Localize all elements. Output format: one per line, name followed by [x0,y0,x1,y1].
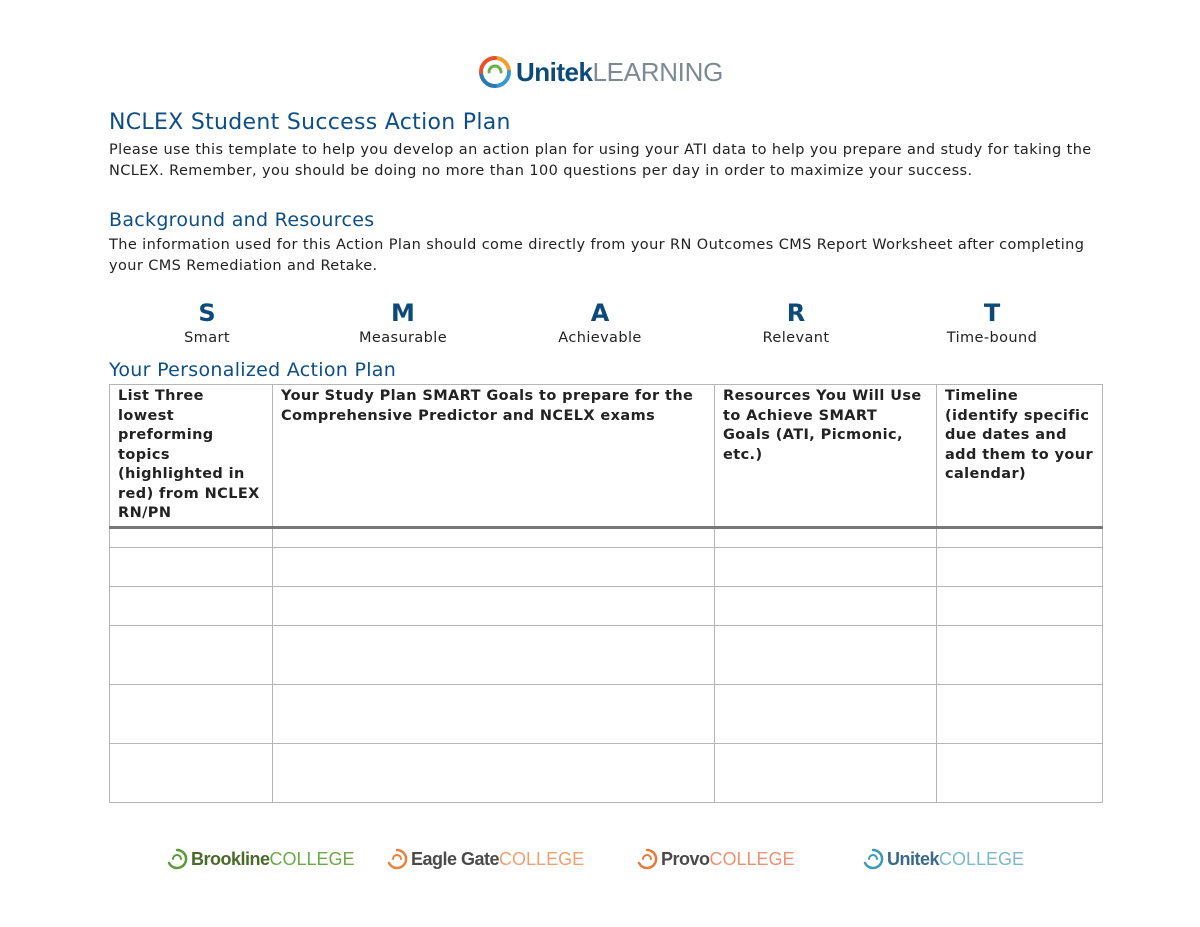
page-title: NCLEX Student Success Action Plan [109,110,511,135]
eagle-gate-college-logo [386,846,584,872]
table-cell[interactable] [715,625,937,684]
table-row [110,547,1103,586]
table-cell[interactable] [273,625,715,684]
footer-logo-name: Brookline [191,848,270,869]
table-cell[interactable] [110,586,273,625]
table-cell[interactable] [715,527,937,547]
logo-suffix: LEARNING [592,56,723,87]
table-cell[interactable] [110,625,273,684]
table-cell[interactable] [937,625,1103,684]
background-heading: Background and Resources [109,209,375,231]
table-row [110,527,1103,547]
footer-logo-suffix: COLLEGE [269,848,355,869]
smart-word: Smart [184,330,230,346]
table-row [110,625,1103,684]
brookline-college-logo [166,846,355,872]
logo-brand: Unitek [516,56,593,87]
table-cell[interactable] [273,684,715,743]
column-header-resources: Resources You Will Use to Achieve SMART Goals (ATI, Picmonic, etc.) [715,385,937,528]
smart-t [917,298,1067,348]
footer-logo-suffix: COLLEGE [499,848,585,869]
table-row [110,586,1103,625]
column-header-timeline: Timeline (identify specific due dates and add them to your calendar) [937,385,1103,528]
table-cell[interactable] [937,743,1103,802]
table-cell[interactable] [937,586,1103,625]
table-cell[interactable] [715,743,937,802]
smart-letter: T [983,299,1001,327]
column-header-goals: Your Study Plan SMART Goals to prepare for the Comprehensive Predictor and NCELX exams [273,385,715,528]
table-cell[interactable] [715,547,937,586]
footer-logo-name: Provo [661,848,710,869]
smart-letter: M [391,299,415,327]
smart-s [132,298,282,348]
table-cell[interactable] [110,743,273,802]
footer-logo-suffix: COLLEGE [939,848,1025,869]
unitek-learning-logo [478,54,723,90]
smart-word: Achievable [558,330,642,346]
smart-word: Relevant [762,330,830,346]
action-plan-heading: Your Personalized Action Plan [109,359,397,381]
swirl-logo-icon [478,55,512,89]
footer-logo-suffix: COLLEGE [709,848,795,869]
swirl-logo-icon [386,848,408,870]
table-row [110,684,1103,743]
smart-letter: A [590,299,610,327]
table-header-row [110,385,1103,528]
table-cell[interactable] [937,684,1103,743]
table-cell[interactable] [110,684,273,743]
provo-college-logo [636,846,795,872]
swirl-logo-icon [636,848,658,870]
swirl-logo-icon [862,848,884,870]
smart-r [721,298,871,348]
table-cell[interactable] [937,527,1103,547]
smart-letter: R [786,299,806,327]
smart-letter: S [198,299,216,327]
table-cell[interactable] [110,547,273,586]
table-cell[interactable] [273,547,715,586]
smart-m [328,298,478,348]
swirl-logo-icon [166,848,188,870]
smart-a [525,298,675,348]
background-text: The information used for this Action Plan should come directly from your RN Outcomes CMS Report Worksheet after completing your CMS Remediation and Retake. [109,237,1085,274]
footer-logo-name: Unitek [887,848,940,869]
column-header-topics: List Three lowest preforming topics (highlighted in red) from NCLEX RN/PN [110,385,273,528]
table-cell[interactable] [273,527,715,547]
action-plan-table [109,384,1103,803]
smart-word: Measurable [358,330,448,346]
smart-word: Time-bound [946,330,1038,346]
footer-logo-name: Eagle Gate [411,848,500,869]
table-cell[interactable] [273,586,715,625]
table-cell[interactable] [937,547,1103,586]
table-cell[interactable] [715,684,937,743]
table-cell[interactable] [110,527,273,547]
table-cell[interactable] [273,743,715,802]
table-row [110,743,1103,802]
unitek-college-logo [862,846,1024,872]
intro-text: Please use this template to help you develop an action plan for using your ATI data to help you prepare and study for taking the NCLEX. Remember, you should be doing no more than 100 questions per day in order to maximize your success. [109,142,1092,179]
table-cell[interactable] [715,586,937,625]
